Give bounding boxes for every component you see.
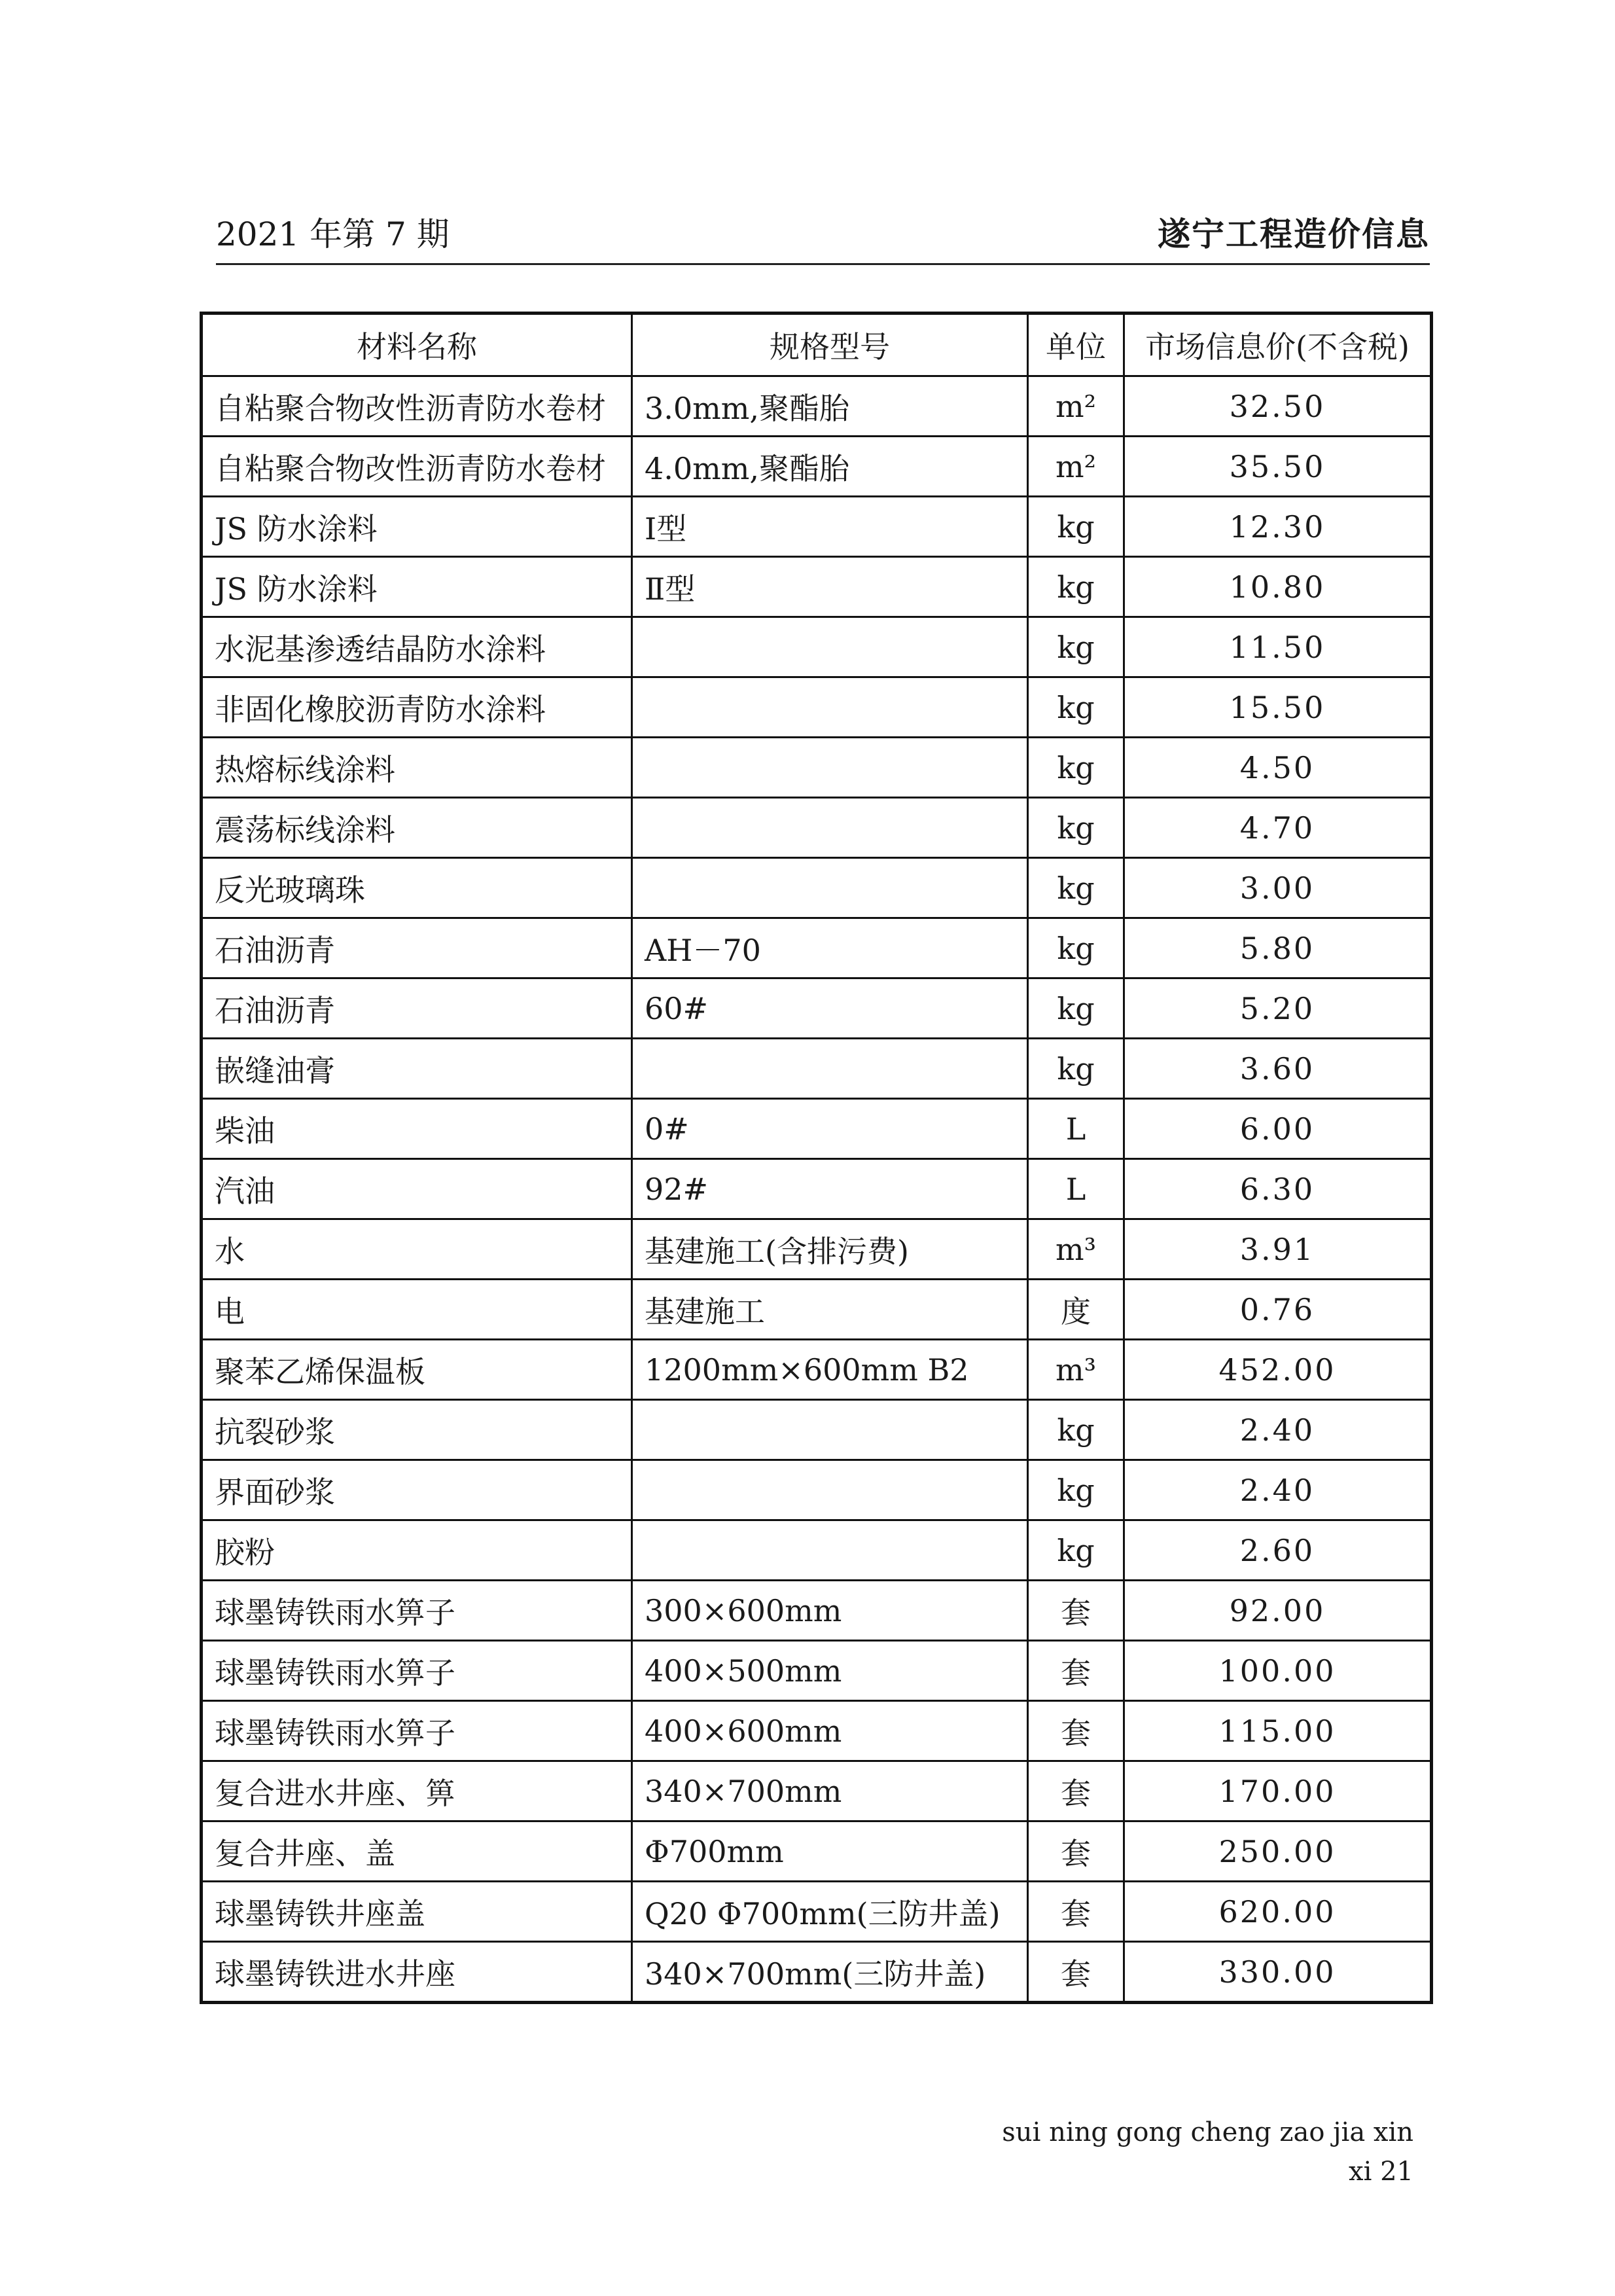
price-cell: 3.00	[1124, 858, 1432, 918]
material-name-cell: 复合井座、盖	[202, 1821, 632, 1882]
page-header	[216, 208, 1430, 260]
price-cell: 5.20	[1124, 978, 1432, 1039]
table-row	[202, 1159, 1432, 1219]
price-cell: 115.00	[1124, 1701, 1432, 1761]
table-row	[202, 1761, 1432, 1821]
table-row	[202, 1340, 1432, 1400]
price-cell: 100.00	[1124, 1641, 1432, 1701]
spec-cell: 340×700mm(三防井盖)	[632, 1942, 1028, 2003]
material-name-cell: 水泥基渗透结晶防水涂料	[202, 617, 632, 677]
table-row	[202, 1882, 1432, 1942]
material-name-cell: 球墨铸铁雨水箅子	[202, 1701, 632, 1761]
material-name-cell: 球墨铸铁井座盖	[202, 1882, 632, 1942]
spec-cell	[632, 1039, 1028, 1099]
price-cell: 4.50	[1124, 738, 1432, 798]
unit-cell: m³	[1028, 1340, 1124, 1400]
material-name-cell: 胶粉	[202, 1520, 632, 1581]
spec-cell: 92#	[632, 1159, 1028, 1219]
price-cell: 250.00	[1124, 1821, 1432, 1882]
table-row	[202, 1942, 1432, 2003]
table-row	[202, 617, 1432, 677]
price-cell: 11.50	[1124, 617, 1432, 677]
table-row	[202, 1280, 1432, 1340]
table-row	[202, 798, 1432, 858]
unit-cell: kg	[1028, 918, 1124, 978]
unit-cell: 套	[1028, 1821, 1124, 1882]
column-header-price: 市场信息价(不含税)	[1124, 314, 1432, 376]
table-row	[202, 1400, 1432, 1460]
material-name-cell: 汽油	[202, 1159, 632, 1219]
spec-cell	[632, 798, 1028, 858]
spec-cell	[632, 738, 1028, 798]
spec-cell: 3.0mm,聚酯胎	[632, 376, 1028, 437]
table-row	[202, 557, 1432, 617]
spec-cell: 400×600mm	[632, 1701, 1028, 1761]
table-row	[202, 1219, 1432, 1280]
unit-cell: 套	[1028, 1882, 1124, 1942]
price-cell: 92.00	[1124, 1581, 1432, 1641]
unit-cell: m³	[1028, 1219, 1124, 1280]
material-name-cell: JS 防水涂料	[202, 497, 632, 557]
table-row	[202, 738, 1432, 798]
price-cell: 620.00	[1124, 1882, 1432, 1942]
unit-cell: m²	[1028, 437, 1124, 497]
table-row	[202, 1641, 1432, 1701]
material-name-cell: 复合进水井座、箅	[202, 1761, 632, 1821]
table-row	[202, 1039, 1432, 1099]
table-row	[202, 497, 1432, 557]
table-header-row	[202, 314, 1432, 376]
spec-cell	[632, 677, 1028, 738]
table-row	[202, 1821, 1432, 1882]
material-name-cell: 反光玻璃珠	[202, 858, 632, 918]
spec-cell: 基建施工(含排污费)	[632, 1219, 1028, 1280]
unit-cell: kg	[1028, 1039, 1124, 1099]
material-name-cell: 非固化橡胶沥青防水涂料	[202, 677, 632, 738]
price-cell: 170.00	[1124, 1761, 1432, 1821]
material-name-cell: 电	[202, 1280, 632, 1340]
page-footer: sui ning gong cheng zao jia xin xi 21	[1002, 2117, 1413, 2187]
table-row	[202, 1581, 1432, 1641]
spec-cell	[632, 1460, 1028, 1520]
spec-cell: 1200mm×600mm B2	[632, 1340, 1028, 1400]
material-name-cell: 抗裂砂浆	[202, 1400, 632, 1460]
material-name-cell: 自粘聚合物改性沥青防水卷材	[202, 437, 632, 497]
price-cell: 6.30	[1124, 1159, 1432, 1219]
material-name-cell: 球墨铸铁进水井座	[202, 1942, 632, 2003]
material-name-cell: 石油沥青	[202, 978, 632, 1039]
unit-cell: 度	[1028, 1280, 1124, 1340]
spec-cell: 基建施工	[632, 1280, 1028, 1340]
material-name-cell: 界面砂浆	[202, 1460, 632, 1520]
price-cell: 4.70	[1124, 798, 1432, 858]
material-name-cell: JS 防水涂料	[202, 557, 632, 617]
price-cell: 3.91	[1124, 1219, 1432, 1280]
unit-cell: kg	[1028, 497, 1124, 557]
spec-cell: 300×600mm	[632, 1581, 1028, 1641]
table-body	[202, 376, 1432, 2003]
unit-cell: 套	[1028, 1581, 1124, 1641]
unit-cell: kg	[1028, 858, 1124, 918]
spec-cell: 60#	[632, 978, 1028, 1039]
spec-cell: Ⅱ型	[632, 557, 1028, 617]
price-cell: 10.80	[1124, 557, 1432, 617]
spec-cell: Q20 Φ700mm(三防井盖)	[632, 1882, 1028, 1942]
unit-cell: 套	[1028, 1761, 1124, 1821]
price-cell: 6.00	[1124, 1099, 1432, 1159]
table-row	[202, 1460, 1432, 1520]
column-header-unit: 单位	[1028, 314, 1124, 376]
price-cell: 2.40	[1124, 1400, 1432, 1460]
spec-cell	[632, 1520, 1028, 1581]
price-cell: 15.50	[1124, 677, 1432, 738]
unit-cell: kg	[1028, 617, 1124, 677]
spec-cell: AH－70	[632, 918, 1028, 978]
price-cell: 0.76	[1124, 1280, 1432, 1340]
price-table-container	[200, 312, 1430, 2004]
unit-cell: 套	[1028, 1641, 1124, 1701]
unit-cell: kg	[1028, 1520, 1124, 1581]
unit-cell: 套	[1028, 1942, 1124, 2003]
spec-cell: 340×700mm	[632, 1761, 1028, 1821]
spec-cell: Φ700mm	[632, 1821, 1028, 1882]
spec-cell: 400×500mm	[632, 1641, 1028, 1701]
material-name-cell: 球墨铸铁雨水箅子	[202, 1581, 632, 1641]
table-row	[202, 918, 1432, 978]
material-name-cell: 嵌缝油膏	[202, 1039, 632, 1099]
price-cell: 2.60	[1124, 1520, 1432, 1581]
unit-cell: kg	[1028, 1400, 1124, 1460]
table-row	[202, 858, 1432, 918]
spec-cell: Ⅰ型	[632, 497, 1028, 557]
table-row	[202, 978, 1432, 1039]
price-cell: 35.50	[1124, 437, 1432, 497]
unit-cell: kg	[1028, 978, 1124, 1039]
unit-cell: kg	[1028, 738, 1124, 798]
publication-title: 遂宁工程造价信息	[1158, 215, 1430, 253]
material-name-cell: 热熔标线涂料	[202, 738, 632, 798]
price-cell: 330.00	[1124, 1942, 1432, 2003]
table-row	[202, 376, 1432, 437]
spec-cell	[632, 858, 1028, 918]
price-cell: 2.40	[1124, 1460, 1432, 1520]
header-divider	[216, 263, 1430, 265]
material-name-cell: 柴油	[202, 1099, 632, 1159]
table-row	[202, 1520, 1432, 1581]
price-cell: 452.00	[1124, 1340, 1432, 1400]
spec-cell: 4.0mm,聚酯胎	[632, 437, 1028, 497]
price-cell: 32.50	[1124, 376, 1432, 437]
price-table	[200, 312, 1433, 2004]
unit-cell: kg	[1028, 798, 1124, 858]
price-cell: 12.30	[1124, 497, 1432, 557]
unit-cell: L	[1028, 1159, 1124, 1219]
table-row	[202, 677, 1432, 738]
unit-cell: kg	[1028, 557, 1124, 617]
spec-cell: 0#	[632, 1099, 1028, 1159]
material-name-cell: 聚苯乙烯保温板	[202, 1340, 632, 1400]
table-row	[202, 437, 1432, 497]
spec-cell	[632, 1400, 1028, 1460]
unit-cell: kg	[1028, 1460, 1124, 1520]
column-header-spec: 规格型号	[632, 314, 1028, 376]
material-name-cell: 自粘聚合物改性沥青防水卷材	[202, 376, 632, 437]
column-header-material-name: 材料名称	[202, 314, 632, 376]
unit-cell: kg	[1028, 677, 1124, 738]
material-name-cell: 震荡标线涂料	[202, 798, 632, 858]
material-name-cell: 石油沥青	[202, 918, 632, 978]
table-row	[202, 1701, 1432, 1761]
table-row	[202, 1099, 1432, 1159]
unit-cell: L	[1028, 1099, 1124, 1159]
issue-label: 2021 年第 7 期	[216, 215, 450, 253]
material-name-cell: 水	[202, 1219, 632, 1280]
material-name-cell: 球墨铸铁雨水箅子	[202, 1641, 632, 1701]
spec-cell	[632, 617, 1028, 677]
price-cell: 3.60	[1124, 1039, 1432, 1099]
unit-cell: m²	[1028, 376, 1124, 437]
unit-cell: 套	[1028, 1701, 1124, 1761]
price-cell: 5.80	[1124, 918, 1432, 978]
